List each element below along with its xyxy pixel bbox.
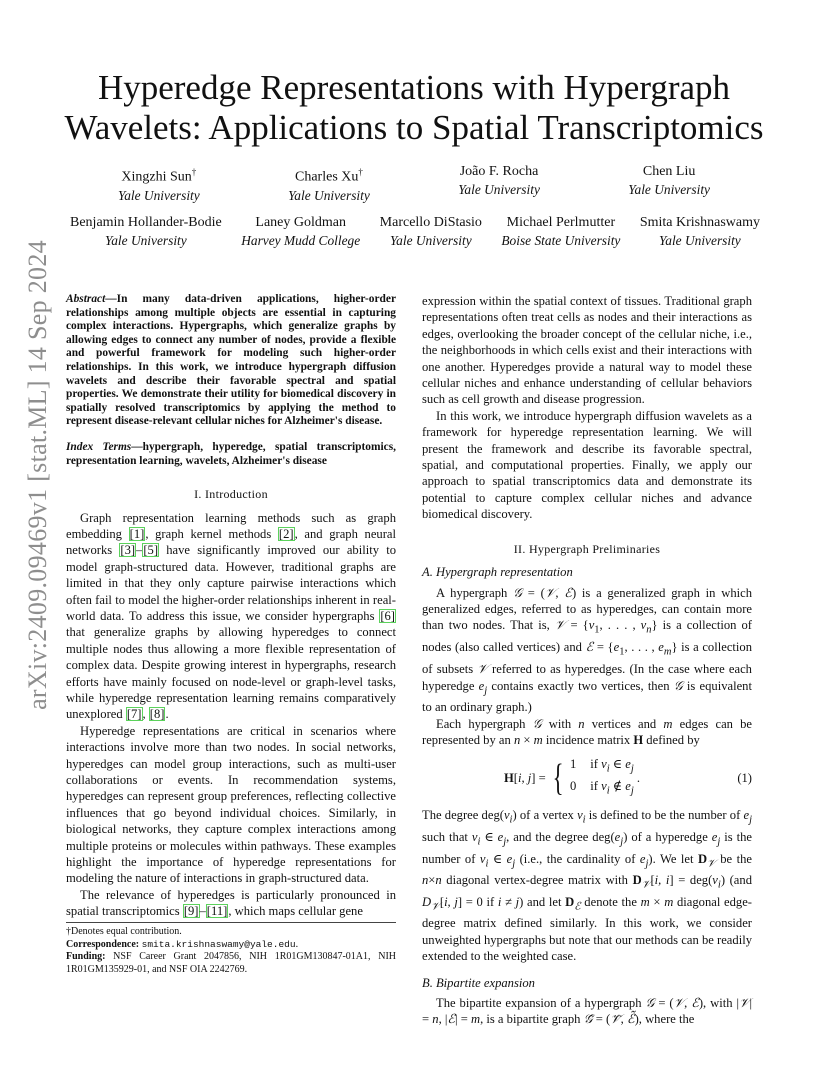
intro-paragraph-4: expression within the spatial context of tissues. Traditional graph representations often treat cells as nodes and their interactions as edges, overlooking the broader concept of the cellular niche, i.e., the neighborhoods in which cells exist and their interactions with one another. Hyperedges provide a natural way to model these cellular niches and enhance understanding of cellular behaviors such as cell growth and disease progression. xyxy=(422,294,752,407)
author-name: Benjamin Hollander-Bodie xyxy=(70,215,222,230)
author-row-1 xyxy=(118,163,710,205)
abstract-label: Abstract xyxy=(66,293,106,305)
right-column xyxy=(422,293,752,1028)
funding-text: NSF Career Grant 2047856, NIH 1R01GM130847-01A1, NIH 1R01GM135929-01, and NSF OIA 2242769. xyxy=(66,951,397,975)
citation-link[interactable]: [3] xyxy=(120,543,136,558)
equal-contribution-mark: † xyxy=(191,167,197,177)
subsection-heading-a: A. Hypergraph representation xyxy=(422,565,573,580)
author-affiliation: Harvey Mudd College xyxy=(241,233,361,248)
left-column xyxy=(66,293,396,920)
citation-link[interactable]: [1] xyxy=(129,526,145,541)
prelim-paragraph-4: The bipartite expansion of a hypergraph 𝒢 = (𝒱, ℰ), with |𝒱| = n, |ℰ| = m, is a bipartite graph 𝒢̃ = (𝒱̃, ℰ̃), where the xyxy=(422,994,753,1027)
author xyxy=(241,214,360,250)
equation-1: H[i, j] = { 1 if $v_i$ ∈ $e_j$ 0 if $v_i$ ∉ $e_j$ . (1) xyxy=(503,756,752,799)
author xyxy=(118,163,200,205)
author xyxy=(458,163,540,205)
author-affiliation: Yale University xyxy=(659,233,741,248)
prelim-paragraph-1: A hypergraph 𝒢 = (𝒱, ℰ) is a generalized graph in which generalized edges, referred to as hyperedges, can contain more than two nodes. That is, 𝒱 = {$v_1$, . . . , $v_n$} is a collection of nodes (also called vertices) and ℰ = {$e_1$, . . . , $e_m$} is a collection of subsets 𝒱 referred to as hyperedges. (In the case where each hyperedge $e_j$ contains exactly two vertices, then 𝒢 is equivalent to an ordinary graph.) xyxy=(422,584,753,715)
section-heading-preliminaries: II. Hypergraph Preliminaries xyxy=(513,541,661,556)
section-heading-introduction: I. Introduction xyxy=(194,487,268,502)
author-affiliation: Yale University xyxy=(118,187,200,203)
correspondence-label: Correspondence: xyxy=(66,938,142,950)
author-name: Charles Xu† xyxy=(295,167,363,185)
author xyxy=(628,163,710,205)
index-terms xyxy=(66,441,396,468)
author-affiliation: Boise State University xyxy=(501,233,621,248)
intro-paragraph-3: The relevance of hyperedges is particularly pronounced in spatial transcriptomics [9]–[11], which maps cellular gene xyxy=(66,887,396,919)
intro-paragraph-5: In this work, we introduce hypergraph diffusion wavelets as a framework for hyperedge representation learning. We will present the framework and describe its favorable spectral, spatial, and computational properties. Finally, we apply our approach to spatial transcriptomics data and demonstrate its potential to capture complex cellular niches and advance biomedical discovery. xyxy=(422,408,752,522)
author xyxy=(640,214,760,250)
paper-title: Hyperedge Representations with Hypergraph Wavelets: Applications to Spatial Transcriptomics xyxy=(64,68,764,147)
author-row-2 xyxy=(70,214,760,250)
author-affiliation: Yale University xyxy=(288,187,370,203)
equation-number: (1) xyxy=(737,770,752,785)
funding-label: Funding: xyxy=(66,951,114,962)
author-name: Chen Liu xyxy=(642,164,696,179)
arxiv-stamp-text: arXiv:2409.09469v1 [stat.ML] 14 Sep 2024 xyxy=(23,240,52,710)
author-affiliation: Yale University xyxy=(458,182,540,197)
citation-link[interactable]: [6] xyxy=(380,608,395,623)
footnote-correspondence: Correspondence: smita.krishnaswamy@yale.edu. xyxy=(66,938,299,950)
arxiv-stamp xyxy=(20,240,56,710)
author-affiliation: Yale University xyxy=(389,233,472,248)
author-affiliation: Yale University xyxy=(105,233,187,248)
intro-paragraph-1: Graph representation learning methods such as graph embedding [1], graph kernel methods [2], and graph neural networks [3]–[5] have significantly improved our ability to model graph-structured data. However, traditional graphs are limited in that they only capture pairwise interactions which often fail to model the higher-order relationships inherent in real-world data. To address this issue, we consider hypergraphs [6] that generalize graphs by allowing hyperedges to connect multiple nodes thus allowing a more flexible representation of complex data. Despite growing interest in hypergraphs, research efforts have mainly focused on node-level or graph-level tasks, while hyperedge representation learning remains comparatively unexplored [7], [8]. xyxy=(66,510,397,722)
abstract xyxy=(66,293,396,429)
footnote-funding xyxy=(66,951,396,976)
citation-link[interactable]: [7] xyxy=(126,707,142,722)
author-name: Smita Krishnaswamy xyxy=(639,215,760,230)
subsection-heading-b: B. Bipartite expansion xyxy=(422,975,535,990)
author xyxy=(501,214,620,250)
citation-link[interactable]: [2] xyxy=(278,526,294,541)
author-name: Michael Perlmutter xyxy=(506,215,616,230)
equal-contribution-mark: † xyxy=(358,167,363,177)
index-terms-label: Index Terms xyxy=(66,440,132,453)
author-name: Laney Goldman xyxy=(255,215,346,230)
citation-link[interactable]: [11] xyxy=(206,904,228,919)
author-name: Xingzhi Sun† xyxy=(121,167,197,185)
prelim-paragraph-3: The degree $deg(v_i)$ of a vertex $v_i$ is defined to be the number of $e_j$ such that $v_i$ ∈ $e_j$, and the degree $deg(e_j)$ of a hyperedge $e_j$ is the number of $v_i$ ∈ $e_j$ (i.e., the cardinality of $e_j$). We let $D_𝒱$ be the n×n diagonal vertex-degree matrix with $D_𝒱[i$, $i] = deg(v_i)$ (and $D_𝒱[i$, j] = 0 if i ≠ j) and let $D_ℰ$ denote the m × m diagonal edge-degree matrix defined similarly. In this work, we consider unweighted hypergraphs but note that our methods can be readily extended to the weighted case. xyxy=(422,807,752,964)
author xyxy=(380,214,482,250)
author-affiliation: Yale University xyxy=(628,182,710,197)
correspondence-email[interactable]: smita.krishnaswamy@yale.edu xyxy=(141,938,296,950)
footnote-equal-contribution: †Denotes equal contribution. xyxy=(66,926,182,937)
author xyxy=(70,214,222,250)
intro-paragraph-2: Hyperedge representations are critical in scenarios where interactions involve more than two nodes. In social networks, hyperedges can model group interactions, such as multi-user collaborations or events. In recommendation systems, hyperedges can represent group preferences, reflecting collective influences that go beyond individual choices. Similarly, in biological networks, they capture complex interactions among multiple proteins or molecules within pathways. These examples highlight the importance of hyperedge representations for modeling the nature of interactions in graph-structured data. xyxy=(66,723,396,886)
prelim-paragraph-2: Each hypergraph 𝒢 with n vertices and m edges can be represented by an n × m incidence matrix H defined by xyxy=(422,715,753,748)
footnotes xyxy=(66,922,396,976)
citation-link[interactable]: [9] xyxy=(183,904,199,919)
author-name: João F. Rocha xyxy=(459,164,539,179)
index-terms-text: —hypergraph, hyperedge, spatial transcriptomics, representation learning, wavelets, Alzheimer's disease xyxy=(66,440,396,467)
citation-link[interactable]: [8] xyxy=(149,707,165,722)
abstract-text: —In many data-driven applications, higher-order relationships among multiple objects are essential in capturing complex interactions. Hypergraphs, which generalize graphs by allowing edges to connect any number of nodes, provide a flexible and powerful framework for modeling such higher-order relationships. In this work, we introduce hypergraph diffusion wavelets and describe their favorable spectral and spatial properties. We demonstrate their utility for biomedical discovery in spatially resolved transcriptomics by applying the method to represent disease-relevant cellular niches for Alzheimer's disease. xyxy=(66,293,396,428)
author-name: Marcello DiStasio xyxy=(379,215,482,230)
citation-link[interactable]: [5] xyxy=(143,543,159,558)
author xyxy=(288,163,370,205)
